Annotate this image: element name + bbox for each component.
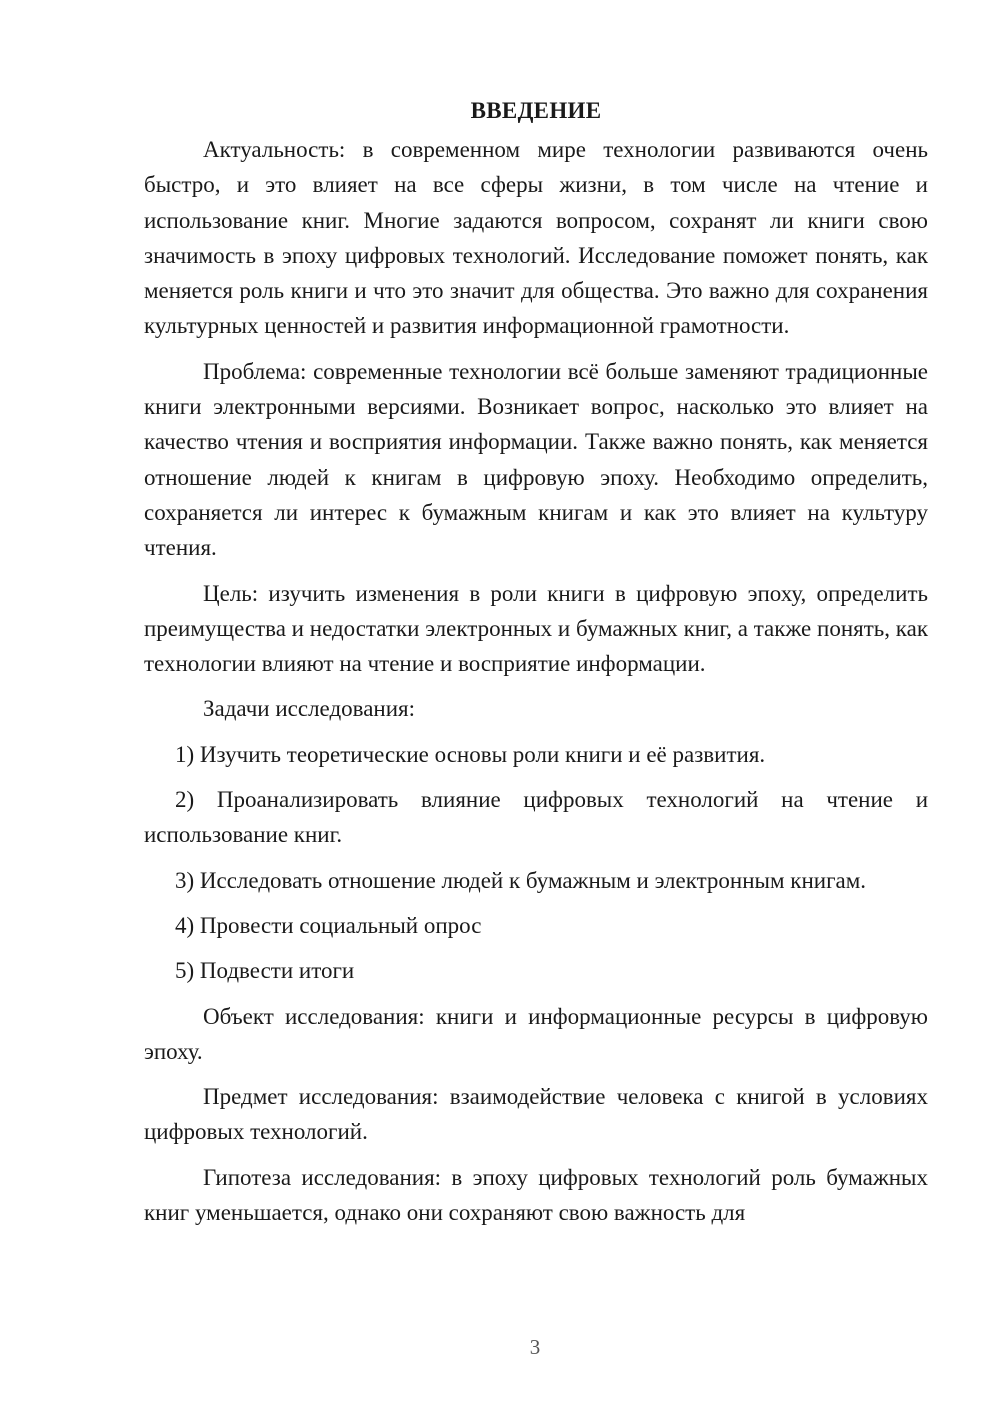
goal-paragraph: Цель: изучить изменения в роли книги в цифровую эпоху, определить преимущества и недостатки электронных и бумажных книг, а также понять, как технологии влияют на чтение и восприятие информации.: [144, 580, 928, 677]
hypothesis-paragraph: Гипотеза исследования: в эпоху цифровых технологий роль бумажных книг уменьшается, однако они сохраняют свою важность для: [144, 1164, 928, 1226]
object-paragraph: Объект исследования: книги и информационные ресурсы в цифровую эпоху.: [144, 1003, 928, 1064]
task-item: 4) Провести социальный опрос: [175, 912, 482, 938]
tasks-heading: Задачи исследования:: [203, 696, 416, 722]
task-item: 3) Исследовать отношение людей к бумажным и электронным книгам.: [175, 867, 867, 893]
problem-paragraph: Проблема: современные технологии всё больше заменяют традиционные книги электронными версиями. Возникает вопрос, насколько это влияет на качество чтения и восприятия информации. Также важно понять, как меняется отношение людей к книгам в цифровую эпоху. Необходимо определить, сохраняется ли интерес к бумажным книгам и как это влияет на культуру чтения.: [144, 358, 928, 561]
section-title: ВВЕДЕНИЕ: [470, 98, 602, 123]
relevance-paragraph: Актуальность: в современном мире технологии развиваются очень быстро, и это влияет на все сферы жизни, в том числе на чтение и использование книг. Многие задаются вопросом, сохранят ли книги свою значимость в эпоху цифровых технологий. Исследование поможет понять, как меняется роль книги и что это значит для общества. Это важно для сохранения культурных ценностей и развития информационной грамотности.: [144, 137, 928, 339]
page-number: 3: [529, 1335, 541, 1359]
subject-paragraph: Предмет исследования: взаимодействие человека с книгой в условиях цифровых технологий.: [144, 1084, 928, 1145]
task-item: 1) Изучить теоретические основы роли книги и её развития.: [175, 741, 766, 767]
page-content: [144, 93, 928, 1240]
task-item: 2) Проанализировать влияние цифровых технологий на чтение и использование книг.: [144, 787, 928, 848]
task-item: 5) Подвести итоги: [175, 958, 355, 984]
